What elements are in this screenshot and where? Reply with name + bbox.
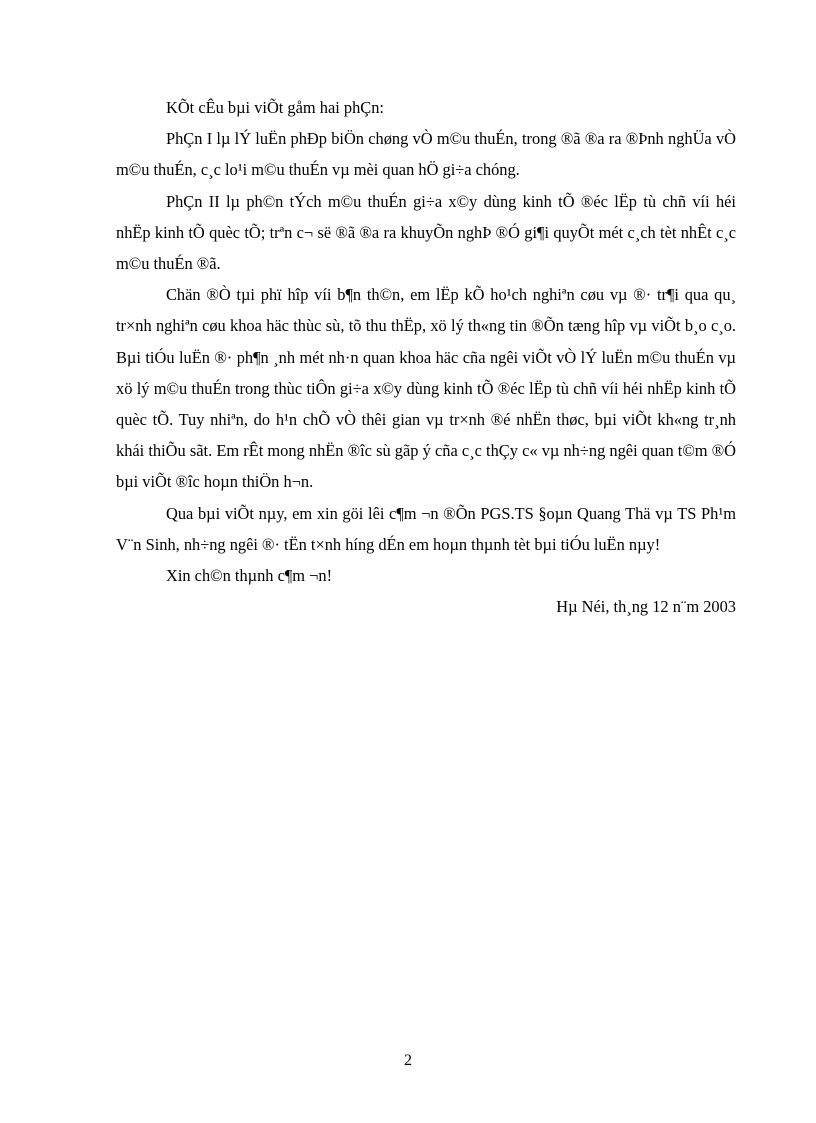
paragraph-structure-intro: KÕt cÊu bµi viÕt gåm hai phÇn: <box>166 98 384 117</box>
paragraph-part-two: PhÇn II lµ ph©n tÝch m©u thuÉn gi÷a x©y dùng kinh tÕ ®éc lËp tù chñ víi héi nhËp kinh tÕ quèc tÕ; trªn c¬ së ®ã ®a ra khuyÕn nghÞ ®Ó gi¶i quyÕt mét c¸ch tèt nhÊt c¸c m©u thuÉn ®ã. <box>116 191 736 274</box>
paragraph-thanks: Xin ch©n thµnh c¶m ¬n! <box>166 566 333 586</box>
page-number: 2 <box>404 1052 412 1069</box>
paragraph-topic-choice: Chän ®Ò tµi phï hîp víi b¶n th©n, em lËp kÕ ho¹ch nghiªn cøu vµ ®· tr¶i qua qu¸ tr×nh nghiªn cøu khoa häc thùc sù, tõ thu thËp, xö lý th«ng tin ®Õn tæng hîp vµ viÕt b¸o c¸o. Bµi tiÓu luËn ®· ph¶n ¸nh mét nh·n quan khoa häc cña ngêi viÕt vÒ lÝ luËn m©u thuÉn vµ xö lý m©u thuÉn trong thùc tiÔn gi÷a x©y dùng kinh tÕ ®éc lËp tù chñ víi héi nhËp kinh tÕ quèc tÕ. Tuy nhiªn, do h¹n chÕ vÒ thêi gian vµ tr×nh ®é nhËn thøc, bµi viÕt kh«ng tr¸nh khái thiÕu sãt. Em rÊt mong nhËn ®îc sù gãp ý cña c¸c thÇy c« vµ nh÷ng ngêi quan t©m ®Ó bµi viÕt ®îc hoµn thiÖn h¬n. <box>116 285 736 492</box>
paragraph-acknowledgement: Qua bµi viÕt nµy, em xin göi lêi c¶m ¬n ®Õn PGS.TS §oµn Quang Thä vµ TS Ph¹m V¨n Sinh, nh÷ng ngêi ®· tËn t×nh híng dÉn em hoµn thµnh tèt bµi tiÓu luËn nµy! <box>116 503 736 554</box>
date-line: Hµ Néi, th¸ng 12 n¨m 2003 <box>556 597 736 617</box>
paragraph-part-one: PhÇn I lµ lÝ luËn phÐp biÖn chøng vÒ m©u thuÉn, trong ®ã ®a ra ®Þnh nghÜa vÒ m©u thuÉn, c¸c lo¹i m©u thuÉn vµ mèi quan hÖ gi÷a chóng. <box>116 129 736 180</box>
document-body <box>116 92 736 622</box>
